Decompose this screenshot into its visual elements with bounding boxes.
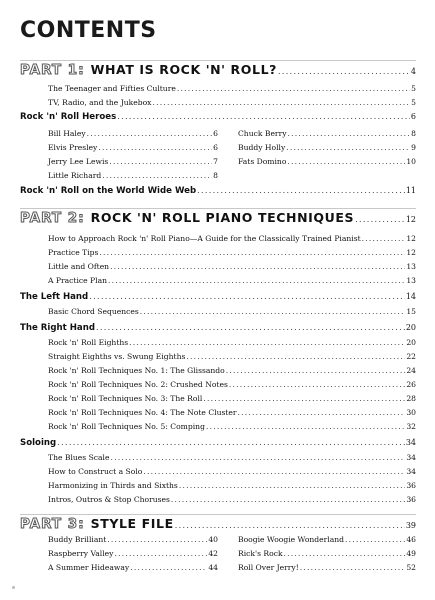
page-number: 28: [406, 394, 416, 403]
page-title: CONTENTS: [20, 18, 157, 43]
leader-dots: [89, 292, 405, 301]
entry-title: Rock 'n' Roll Techniques No. 2: Crushed Notes: [48, 380, 228, 389]
leader-dots: [238, 408, 406, 417]
page-number: 6: [213, 143, 218, 152]
toc-entry[interactable]: [48, 262, 416, 275]
leader-dots: [108, 276, 405, 285]
entry-title: Little Richard: [48, 171, 102, 180]
leader-dots: [99, 248, 405, 257]
entry-title: A Practice Plan: [48, 276, 108, 285]
toc-entry[interactable]: [48, 467, 416, 480]
page-number: 4: [410, 67, 416, 76]
leader-dots: [107, 535, 207, 544]
entry-title: Rock 'n' Roll Techniques No. 1: The Glissando: [48, 366, 225, 375]
leader-dots: [98, 143, 212, 152]
page-number: 34: [406, 467, 416, 476]
page-number: 30: [406, 408, 416, 417]
page-number: 8: [213, 171, 218, 180]
section-title: The Left Hand: [20, 292, 89, 302]
part-label: PART 3:: [20, 516, 85, 532]
leader-dots: [117, 112, 410, 121]
page-number: 15: [406, 307, 416, 316]
toc-entry[interactable]: [238, 535, 416, 548]
leader-dots: [286, 143, 410, 152]
entry-title: Basic Chord Sequences: [48, 307, 139, 316]
leader-dots: [171, 495, 405, 504]
entry-title: Raspberry Valley: [48, 549, 114, 558]
page-number: 42: [208, 549, 218, 558]
part-title: ROCK 'N' ROLL PIANO TECHNIQUES: [90, 210, 355, 225]
section-title: Soloing: [20, 438, 57, 448]
toc-entry[interactable]: [48, 352, 416, 365]
page-number: 7: [213, 157, 218, 166]
leader-dots: [114, 549, 207, 558]
toc-entry[interactable]: [48, 453, 416, 466]
page-number: 44: [208, 563, 218, 572]
leader-dots: [226, 366, 406, 375]
page-number: 6: [410, 112, 416, 121]
entry-title: Harmonizing in Thirds and Sixths: [48, 481, 178, 490]
leader-dots: [140, 307, 406, 316]
leader-dots: [177, 84, 410, 93]
part-label: PART 1:: [20, 62, 85, 78]
page-number: 52: [406, 563, 416, 572]
toc-entry[interactable]: [48, 549, 218, 562]
leader-dots: [278, 67, 410, 76]
page-number: 5: [411, 98, 416, 107]
entry-title: A Summer Hideaway: [48, 563, 130, 572]
leader-dots: [129, 338, 405, 347]
leader-dots: [300, 563, 406, 572]
page-number: 40: [208, 535, 218, 544]
entry-title: How to Approach Rock 'n' Roll Piano—A Guide for the Classically Trained Pianist: [48, 234, 361, 243]
leader-dots: [355, 215, 405, 224]
leader-dots: [110, 453, 405, 462]
toc-entry[interactable]: [48, 171, 218, 184]
section-heading-soloing[interactable]: [20, 438, 416, 452]
page-number: 11: [405, 186, 416, 195]
page-number: 13: [406, 262, 416, 271]
toc-entry[interactable]: [48, 481, 416, 494]
entry-title: Rock 'n' Roll Techniques No. 5: Comping: [48, 422, 205, 431]
page-number: 49: [406, 549, 416, 558]
entry-title: Elvis Presley: [48, 143, 98, 152]
page-number: 14: [405, 292, 416, 301]
toc-entry[interactable]: [48, 535, 218, 548]
page-number: 12: [405, 215, 416, 224]
leader-dots: [102, 171, 212, 180]
toc-entry[interactable]: [48, 129, 218, 142]
toc-entry[interactable]: [48, 234, 416, 247]
entry-title: Rock 'n' Roll Techniques No. 4: The Note Cluster: [48, 408, 237, 417]
page-number: 39: [405, 521, 416, 530]
entry-title: Rick's Rock: [238, 549, 283, 558]
leader-dots: [284, 549, 406, 558]
section-heading-left-hand[interactable]: [20, 292, 416, 306]
section-heading-web[interactable]: [20, 186, 416, 200]
toc-entry[interactable]: [48, 84, 416, 97]
leader-dots: [109, 157, 212, 166]
leader-dots: [175, 521, 405, 530]
page-number: 10: [406, 157, 416, 166]
entry-title: The Blues Scale: [48, 453, 110, 462]
section-heading-right-hand[interactable]: [20, 323, 416, 337]
entry-title: Intros, Outros & Stop Choruses: [48, 495, 170, 504]
entry-title: Buddy Holly: [238, 143, 286, 152]
entry-title: Rock 'n' Roll Eighths: [48, 338, 129, 347]
toc-entry[interactable]: [48, 422, 416, 435]
leader-dots: [362, 234, 406, 243]
entry-title: Practice Tips: [48, 248, 99, 257]
part-heading-1[interactable]: [20, 62, 416, 84]
entry-title: How to Construct a Solo: [48, 467, 143, 476]
entry-title: Straight Eighths vs. Swung Eighths: [48, 352, 186, 361]
page-number: 6: [213, 129, 218, 138]
leader-dots: [206, 422, 405, 431]
toc-entry[interactable]: [48, 248, 416, 261]
page-number: 9: [411, 143, 416, 152]
page-number: 12: [406, 234, 416, 243]
entry-title: Jerry Lee Lewis: [48, 157, 109, 166]
toc-entry[interactable]: [48, 495, 416, 508]
toc-entry[interactable]: [48, 307, 416, 320]
entry-title: TV, Radio, and the Jukebox: [48, 98, 152, 107]
page-number: 20: [405, 323, 416, 332]
section-title: Rock 'n' Roll Heroes: [20, 112, 117, 122]
leader-dots: [229, 380, 405, 389]
page-number: 26: [406, 380, 416, 389]
divider: [20, 514, 416, 515]
leader-dots: [287, 129, 410, 138]
entry-title: The Teenager and Fifties Culture: [48, 84, 176, 93]
leader-dots: [287, 157, 405, 166]
entry-title: Boogie Woogie Wonderland: [238, 535, 344, 544]
page-number: 46: [406, 535, 416, 544]
part-title: WHAT IS ROCK 'N' ROLL?: [90, 62, 277, 77]
entry-title: Fats Domino: [238, 157, 287, 166]
toc-entry[interactable]: [48, 98, 416, 111]
toc-entry[interactable]: [238, 549, 416, 562]
divider: [20, 60, 416, 61]
toc-entry[interactable]: [48, 394, 416, 407]
leader-dots: [203, 394, 405, 403]
toc-entry[interactable]: [238, 157, 416, 170]
leader-dots: [130, 563, 207, 572]
divider: [20, 208, 416, 209]
toc-entry[interactable]: [238, 563, 416, 576]
page-number: 34: [405, 438, 416, 447]
page-number: 12: [406, 248, 416, 257]
page-number: 22: [406, 352, 416, 361]
page-number: 13: [406, 276, 416, 285]
toc-entry[interactable]: [48, 157, 218, 170]
leader-dots: [345, 535, 405, 544]
leader-dots: [152, 98, 410, 107]
leader-dots: [186, 352, 405, 361]
section-heading-heroes[interactable]: [20, 112, 416, 126]
toc-entry[interactable]: [48, 276, 416, 289]
leader-dots: [96, 323, 405, 332]
leader-dots: [110, 262, 405, 271]
page-number: 36: [406, 481, 416, 490]
toc-entry[interactable]: [48, 563, 218, 576]
section-title: The Right Hand: [20, 323, 95, 333]
page-number: 34: [406, 453, 416, 462]
page-number: 5: [411, 84, 416, 93]
entry-title: Little and Often: [48, 262, 110, 271]
toc-entry[interactable]: [48, 366, 416, 379]
toc-entry[interactable]: [48, 380, 416, 393]
entry-title: Rock 'n' Roll Techniques No. 3: The Roll: [48, 394, 203, 403]
page-number: 32: [406, 422, 416, 431]
page-number: 8: [411, 129, 416, 138]
page-number: 20: [406, 338, 416, 347]
leader-dots: [197, 186, 405, 195]
toc-entry[interactable]: [48, 338, 416, 351]
entry-title: Buddy Brilliant: [48, 535, 107, 544]
toc-entry[interactable]: [48, 143, 218, 156]
entry-title: Roll Over Jerry!: [238, 563, 299, 572]
toc-entry[interactable]: [48, 408, 416, 421]
scan-mark: [12, 586, 15, 589]
page-number: 24: [406, 366, 416, 375]
section-title: Rock 'n' Roll on the World Wide Web: [20, 186, 197, 196]
part-label: PART 2:: [20, 210, 85, 226]
entry-title: Chuck Berry: [238, 129, 287, 138]
entry-title: Bill Haley: [48, 129, 86, 138]
part-title: STYLE FILE: [90, 516, 174, 531]
toc-entry[interactable]: [238, 129, 416, 142]
page-number: 36: [406, 495, 416, 504]
leader-dots: [143, 467, 405, 476]
part-heading-2[interactable]: [20, 210, 416, 232]
leader-dots: [87, 129, 213, 138]
leader-dots: [179, 481, 405, 490]
toc-entry[interactable]: [238, 143, 416, 156]
leader-dots: [57, 438, 405, 447]
